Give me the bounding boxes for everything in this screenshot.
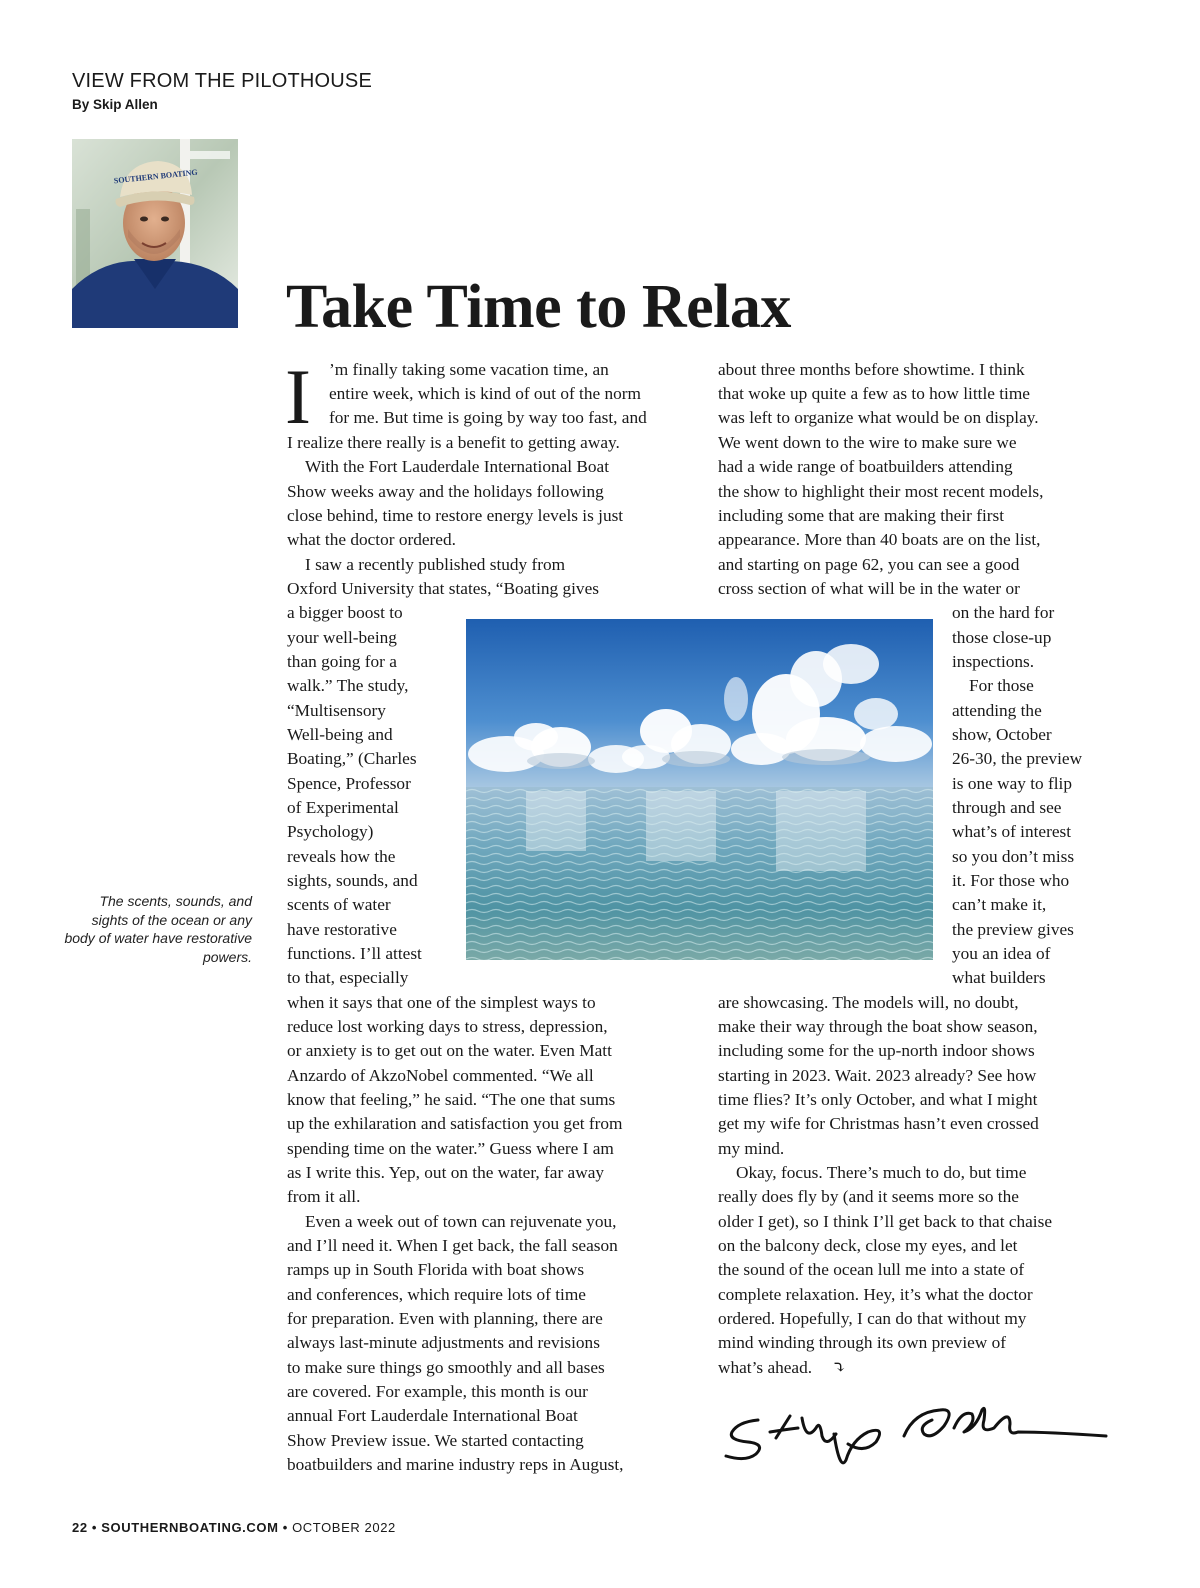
body-line: on the hard for bbox=[952, 603, 1055, 622]
body-line: up the exhilaration and satisfaction you get from bbox=[287, 1114, 623, 1133]
body-line: the show to highlight their most recent models, bbox=[718, 482, 1044, 501]
body-line: is one way to flip bbox=[952, 774, 1072, 793]
body-line: Spence, Professor bbox=[287, 774, 411, 793]
body-line: entire week, which is kind of out of the norm bbox=[329, 384, 641, 403]
footer-issue: OCTOBER 2022 bbox=[292, 1520, 396, 1535]
body-line: Even a week out of town can rejuvenate you, bbox=[305, 1212, 617, 1231]
photo-caption: The scents, sounds, and sights of the ocean or any body of water have restorative powers. bbox=[64, 893, 252, 965]
body-line: Boating,” (Charles bbox=[287, 749, 417, 768]
body-line: get my wife for Christmas hasn’t even crossed bbox=[718, 1114, 1039, 1133]
body-line: from it all. bbox=[287, 1187, 361, 1206]
body-line: Psychology) bbox=[287, 822, 374, 841]
body-line: my mind. bbox=[718, 1139, 785, 1158]
body-line: including some for the up-north indoor shows bbox=[718, 1041, 1035, 1060]
end-mark-icon: ⤵ bbox=[832, 1358, 847, 1377]
body-line: show, October bbox=[952, 725, 1052, 744]
body-line: “Multisensory bbox=[287, 701, 386, 720]
body-line: boatbuilders and marine industry reps in August, bbox=[287, 1455, 624, 1474]
body-line: you an idea of bbox=[952, 944, 1051, 963]
body-line: attending the bbox=[952, 701, 1042, 720]
body-line: functions. I’ll attest bbox=[287, 944, 422, 963]
body-line: complete relaxation. Hey, it’s what the doctor bbox=[718, 1285, 1033, 1304]
body-line: including some that are making their first bbox=[718, 506, 1005, 525]
body-line: and I’ll need it. When I get back, the fall season bbox=[287, 1236, 618, 1255]
body-line: a bigger boost to bbox=[287, 603, 403, 622]
body-line: what’s ahead. bbox=[718, 1358, 813, 1377]
body-line: what’s of interest bbox=[952, 822, 1072, 841]
body-line: For those bbox=[969, 676, 1034, 695]
body-line: time flies? It’s only October, and what I might bbox=[718, 1090, 1038, 1109]
body-line: what builders bbox=[952, 968, 1046, 987]
body-line: Well-being and bbox=[287, 725, 393, 744]
body-line: to that, especially bbox=[287, 968, 409, 987]
body-line: always last-minute adjustments and revisions bbox=[287, 1333, 600, 1352]
body-line: your well-being bbox=[287, 628, 397, 647]
ocean-photo bbox=[466, 619, 933, 960]
body-line: walk.” The study, bbox=[287, 676, 409, 695]
body-line: 26-30, the preview bbox=[952, 749, 1083, 768]
body-line: about three months before showtime. I think bbox=[718, 360, 1025, 379]
body-line: really does fly by (and it seems more so the bbox=[718, 1187, 1019, 1206]
body-line: sights, sounds, and bbox=[287, 871, 418, 890]
body-line: have restorative bbox=[287, 920, 397, 939]
body-line: and conferences, which require lots of time bbox=[287, 1285, 586, 1304]
section-title: VIEW FROM THE PILOTHOUSE bbox=[72, 70, 373, 92]
body-line: so you don’t miss bbox=[952, 847, 1075, 866]
body-line: scents of water bbox=[287, 895, 391, 914]
body-line: spending time on the water.” Guess where I am bbox=[287, 1139, 614, 1158]
body-line: had a wide range of boatbuilders attending bbox=[718, 457, 1013, 476]
body-line: cross section of what will be in the water or bbox=[718, 579, 1020, 598]
body-line: of Experimental bbox=[287, 798, 399, 817]
body-line: as I write this. Yep, out on the water, far away bbox=[287, 1163, 605, 1182]
body-line: are showcasing. The models will, no doubt, bbox=[718, 993, 1019, 1012]
body-line: Anzardo of AkzoNobel commented. “We all bbox=[287, 1066, 594, 1085]
drop-cap: I bbox=[285, 353, 311, 440]
body-line: inspections. bbox=[952, 652, 1035, 671]
body-line: was left to organize what would be on display. bbox=[718, 408, 1039, 427]
body-line: can’t make it, bbox=[952, 895, 1047, 914]
body-line: for me. But time is going by way too fast, and bbox=[329, 408, 647, 427]
body-line: Oxford University that states, “Boating gives bbox=[287, 579, 599, 598]
body-line: the preview gives bbox=[952, 920, 1074, 939]
body-line: it. For those who bbox=[952, 871, 1070, 890]
body-line: Okay, focus. There’s much to do, but time bbox=[736, 1163, 1027, 1182]
body-line: We went down to the wire to make sure we bbox=[718, 433, 1017, 452]
body-line: appearance. More than 40 boats are on the list, bbox=[718, 530, 1041, 549]
article-title: Take Time to Relax bbox=[286, 273, 791, 341]
body-line: are covered. For example, this month is our bbox=[287, 1382, 588, 1401]
author-signature bbox=[718, 1398, 1110, 1474]
body-line: ramps up in South Florida with boat shows bbox=[287, 1260, 585, 1279]
body-line: reveals how the bbox=[287, 847, 396, 866]
body-line: close behind, time to restore energy levels is just bbox=[287, 506, 624, 525]
body-line: on the balcony deck, close my eyes, and let bbox=[718, 1236, 1018, 1255]
body-line: than going for a bbox=[287, 652, 397, 671]
body-line: ’m finally taking some vacation time, an bbox=[329, 360, 609, 379]
body-line: when it says that one of the simplest ways to bbox=[287, 993, 596, 1012]
body-line: reduce lost working days to stress, depression, bbox=[287, 1017, 608, 1036]
author-photo bbox=[72, 139, 238, 328]
body-line: for preparation. Even with planning, there are bbox=[287, 1309, 603, 1328]
byline: By Skip Allen bbox=[72, 97, 158, 112]
body-line: I saw a recently published study from bbox=[305, 555, 566, 574]
body-line: to make sure things go smoothly and all bases bbox=[287, 1358, 605, 1377]
body-line: ordered. Hopefully, I can do that without my bbox=[718, 1309, 1027, 1328]
body-line: Show Preview issue. We started contacting bbox=[287, 1431, 584, 1450]
body-line: or anxiety is to get out on the water. Even Matt bbox=[287, 1041, 612, 1060]
body-line: annual Fort Lauderdale International Boat bbox=[287, 1406, 578, 1425]
body-line: With the Fort Lauderdale International Boat bbox=[305, 457, 610, 476]
body-line: make their way through the boat show season, bbox=[718, 1017, 1038, 1036]
body-line: know that feeling,” he said. “The one that sums bbox=[287, 1090, 616, 1109]
body-line: and starting on page 62, you can see a good bbox=[718, 555, 1020, 574]
page-footer bbox=[72, 1520, 396, 1535]
footer-page-site: 22 • SOUTHERNBOATING.COM • bbox=[72, 1520, 288, 1535]
body-line: those close-up bbox=[952, 628, 1052, 647]
body-line: Show weeks away and the holidays following bbox=[287, 482, 604, 501]
body-line: that woke up quite a few as to how little time bbox=[718, 384, 1030, 403]
body-line: starting in 2023. Wait. 2023 already? See how bbox=[718, 1066, 1037, 1085]
body-line: the sound of the ocean lull me into a state of bbox=[718, 1260, 1025, 1279]
body-line: mind winding through its own preview of bbox=[718, 1333, 1006, 1352]
body-line: through and see bbox=[952, 798, 1062, 817]
body-line: I realize there really is a benefit to getting away. bbox=[287, 433, 620, 452]
body-line: what the doctor ordered. bbox=[287, 530, 456, 549]
body-line: older I get), so I think I’ll get back to that chaise bbox=[718, 1212, 1052, 1231]
cap-logo: SOUTHERN BOATING bbox=[113, 167, 199, 186]
